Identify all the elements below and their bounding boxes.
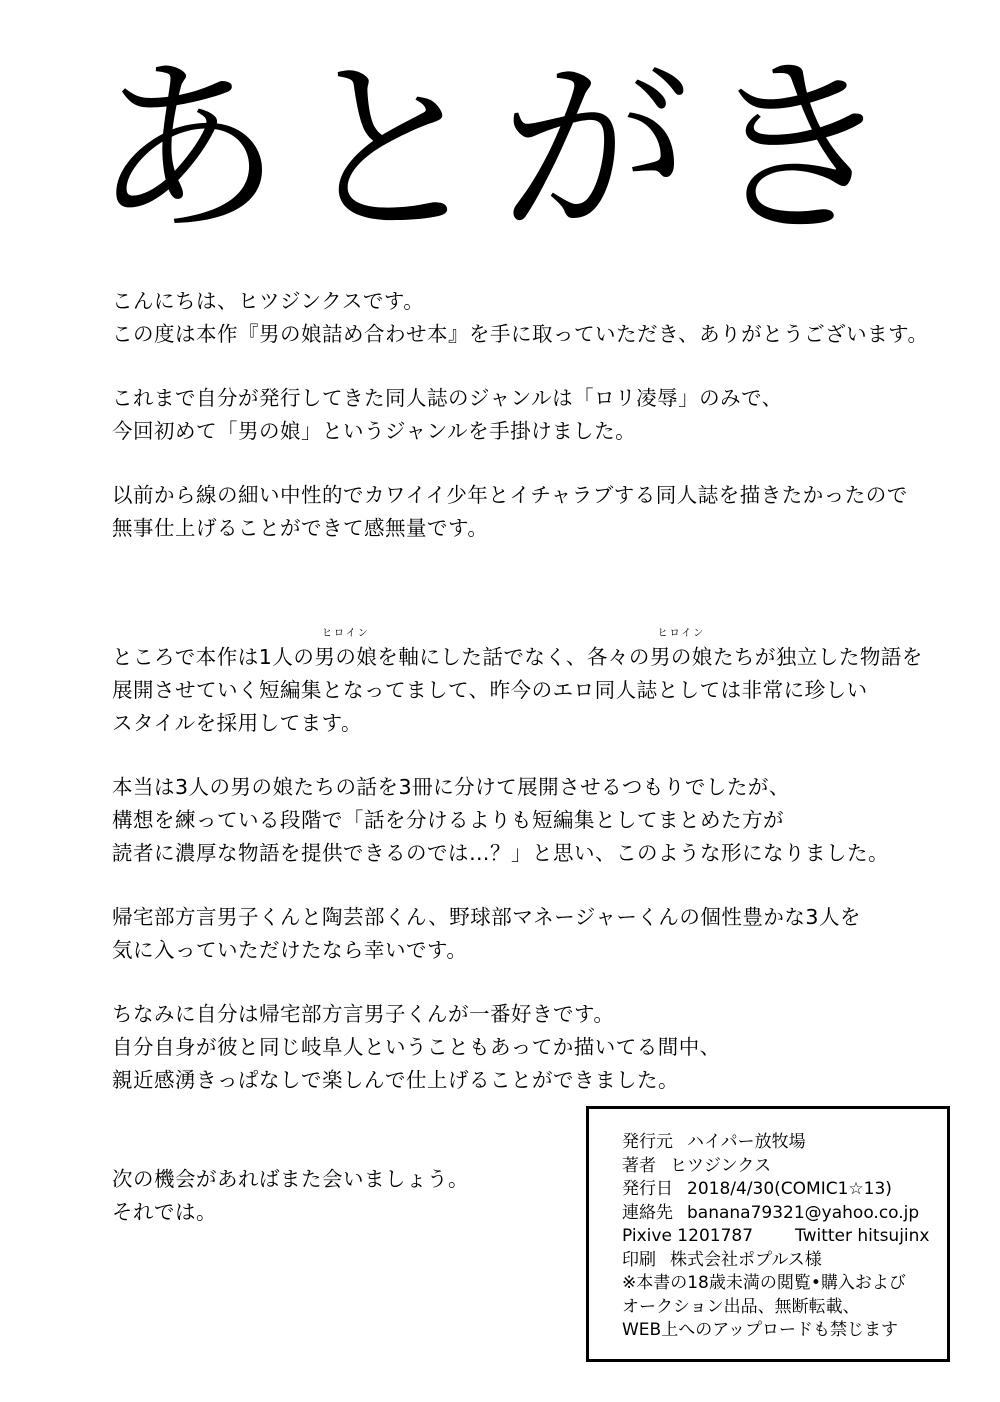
- text-line: 自分自身が彼と同じ岐阜人ということもあってか描いてる間中、: [112, 1035, 721, 1059]
- paragraph-plan: [112, 771, 972, 870]
- text-line: ちなみに自分は帰宅部方言男子くんが一番好きです。: [112, 1002, 615, 1026]
- text-line: こんにちは、ヒツジンクスです。: [112, 289, 425, 313]
- colophon-date: [622, 1178, 947, 1202]
- paragraph-greeting: [112, 285, 972, 351]
- colophon-notice-line: オークション出品、無断転載、: [622, 1296, 860, 1317]
- text-line: 帰宅部方言男子くんと陶芸部くん、野球部マネージャーくんの個性豊かな3人を: [112, 905, 861, 929]
- text-segment: を軸にした話でなく、各々の: [377, 645, 650, 669]
- paragraph-characters: [112, 901, 972, 967]
- paragraph-genre: [112, 382, 972, 448]
- colophon-publisher: [622, 1131, 947, 1155]
- text-line: それでは。: [112, 1200, 217, 1224]
- text-line: 構想を練っている段階で「話を分けるよりも短編集としてまとめた方が: [112, 808, 784, 832]
- text-line: 読者に濃厚な物語を提供できるのでは…？」と思い、このような形になりました。: [112, 841, 889, 865]
- text-line: [112, 628, 972, 674]
- text-line: 今回初めて「男の娘」というジャンルを手掛けました。: [112, 419, 637, 443]
- colophon-author: [622, 1155, 947, 1179]
- afterword-body: [112, 285, 972, 1229]
- text-line: 無事仕上げることができて感無量です。: [112, 516, 489, 540]
- paragraph-motivation: [112, 479, 972, 545]
- text-segment: たちが独立した物語を: [712, 645, 923, 669]
- colophon-contact: [622, 1202, 947, 1226]
- colophon-value: banana79321@yahoo.co.jp: [687, 1202, 920, 1223]
- text-segment: ところで本作は1人の: [112, 645, 315, 669]
- colophon-label: 著者: [622, 1155, 656, 1176]
- text-line: 本当は3人の男の娘たちの話を3冊に分けて展開させるつもりでしたが、: [112, 775, 790, 799]
- text-line: 次の機会があればまた会いましょう。: [112, 1167, 469, 1191]
- text-line: 展開させていく短編集となってまして、昨今のエロ同人誌としては非常に珍しい: [112, 678, 868, 702]
- text-line: 以前から線の細い中性的でカワイイ少年とイチャラブする同人誌を描きたかったので: [112, 483, 908, 507]
- colophon-printer: [622, 1249, 947, 1273]
- colophon-notice-line: ※本書の18歳未満の閲覧•購入および: [622, 1273, 906, 1293]
- ruby-reading: ヒロイン: [657, 628, 706, 639]
- paragraph-format: [112, 628, 972, 740]
- colophon-box: [586, 1106, 950, 1362]
- text-line: 気に入っていただけたなら幸いです。: [112, 938, 468, 962]
- text-line: 親近感湧きっぱなしで楽しんで仕上げることができました。: [112, 1068, 679, 1092]
- colophon-label: 印刷: [622, 1249, 656, 1270]
- ruby-term: [314, 628, 378, 674]
- twitter-id: Twitter hitsujinx: [795, 1226, 930, 1246]
- colophon-sns: [622, 1225, 947, 1249]
- colophon-label: 発行元: [622, 1132, 673, 1152]
- ruby-base: 男の娘: [314, 645, 378, 669]
- page-title: あとがき: [91, 39, 908, 260]
- colophon-notice-line: WEB上へのアップロードも禁じます: [622, 1320, 899, 1340]
- paragraph-favorite: [112, 998, 972, 1097]
- colophon-value: 株式会社ポプルス様: [670, 1249, 822, 1270]
- colophon-label: 発行日: [622, 1179, 673, 1199]
- pixiv-id: Pixive 1201787: [622, 1226, 754, 1246]
- colophon-value: ヒツジンクス: [670, 1155, 772, 1176]
- colophon-label: 連絡先: [622, 1202, 673, 1223]
- text-line: これまで自分が発行してきた同人誌のジャンルは「ロリ凌辱」のみで、: [112, 386, 783, 410]
- text-line: スタイルを採用してます。: [112, 711, 362, 735]
- ruby-base: 男の娘: [649, 645, 713, 669]
- ruby-term: [649, 628, 713, 674]
- text-line: この度は本作『男の娘詰め合わせ本』を手に取っていただき、ありがとうございます。: [112, 322, 929, 346]
- colophon-value: ハイパー放牧場: [687, 1132, 806, 1152]
- ruby-reading: ヒロイン: [321, 628, 370, 639]
- colophon-value: 2018/4/30(COMIC1☆13): [687, 1179, 892, 1199]
